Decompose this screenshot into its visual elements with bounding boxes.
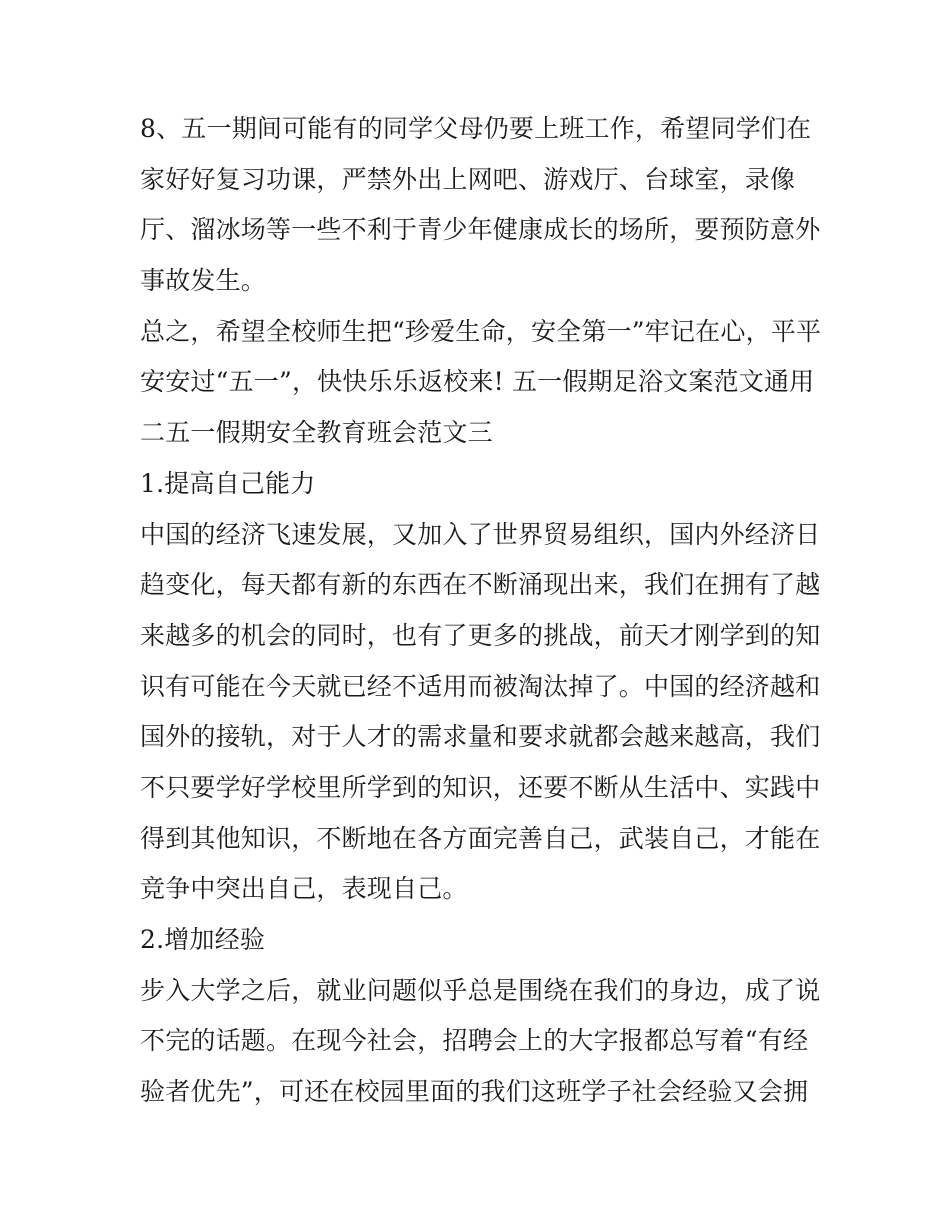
text-line: 总之，希望全校师生把“珍爱生命，安全第一”牢记在心，平平 bbox=[140, 316, 822, 346]
text-line: 不完的话题。在现今社会，招聘会上的大字报都总写着“有经 bbox=[140, 1026, 809, 1056]
section-heading: 2.增加经验 bbox=[140, 925, 266, 954]
text-line: 8、五一期间可能有的同学父母仍要上班工作，希望同学们在 bbox=[140, 114, 812, 143]
text-line: 不只要学好学校里所学到的知识，还要不断从生活中、实践中 bbox=[140, 772, 821, 802]
text-line: 二五一假期安全教育班会范文三 bbox=[140, 418, 493, 448]
text-line: 事故发生。 bbox=[140, 266, 267, 296]
document-body bbox=[140, 104, 820, 1118]
text-line: 国外的接轨，对于人才的需求量和要求就都会越来越高，我们 bbox=[140, 722, 821, 752]
text-line: 厅、溜冰场等一些不利于青少年健康成长的场所，要预防意外 bbox=[140, 215, 821, 245]
section-heading: 1.提高自己能力 bbox=[140, 468, 316, 498]
text-line: 得到其他知识，不断地在各方面完善自己，武装自己，才能在 bbox=[140, 823, 821, 853]
text-line: 识有可能在今天就已经不适用而被淘汰掉了。中国的经济越和 bbox=[140, 671, 821, 701]
text-line: 家好好复习功课，严禁外出上网吧、游戏厅、台球室，录像 bbox=[140, 164, 796, 194]
text-line: 中国的经济飞速发展，又加入了世界贸易组织，国内外经济日 bbox=[140, 519, 821, 549]
text-line: 安安过“五一”，快快乐乐返校来! 五一假期足浴文案范文通用 bbox=[140, 367, 815, 397]
text-line: 来越多的机会的同时，也有了更多的挑战，前天才刚学到的知 bbox=[140, 620, 821, 650]
text-line: 验者优先”，可还在校园里面的我们这班学子社会经验又会拥 bbox=[140, 1077, 809, 1107]
text-line: 步入大学之后，就业问题似乎总是围绕在我们的身边，成了说 bbox=[140, 975, 821, 1005]
text-line: 竞争中突出自己，表现自己。 bbox=[140, 874, 468, 904]
text-line: 趋变化，每天都有新的东西在不断涌现出来，我们在拥有了越 bbox=[140, 570, 821, 600]
